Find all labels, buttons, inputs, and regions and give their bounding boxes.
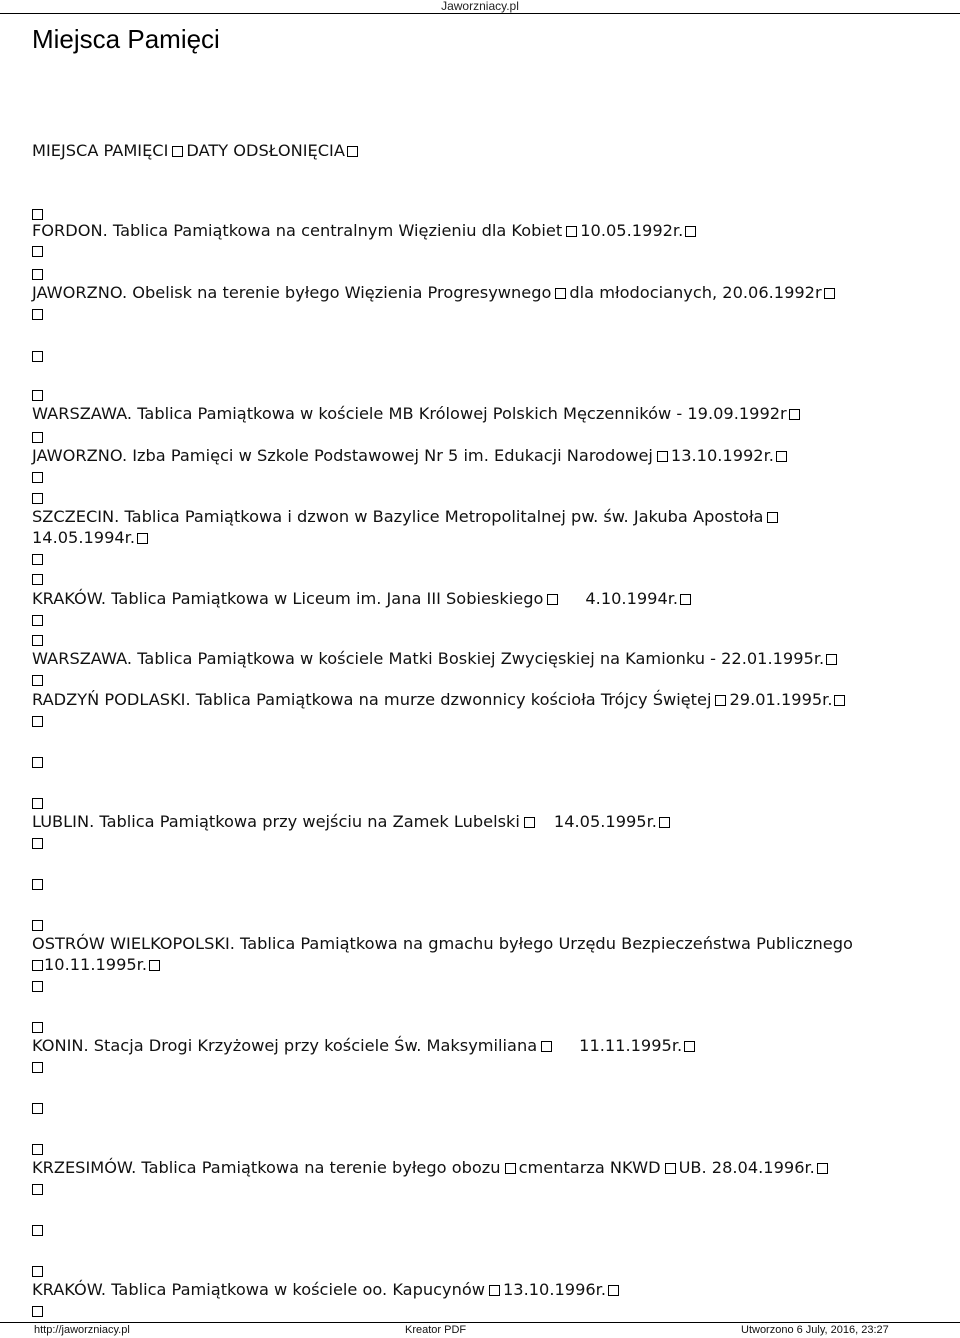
placeholder-box-icon — [32, 635, 43, 646]
entry-date: 14.05.1994r. — [32, 528, 135, 547]
header-divider — [0, 13, 960, 14]
box-row — [32, 915, 932, 935]
box-row — [32, 385, 932, 405]
placeholder-box-icon — [32, 1062, 43, 1073]
list-item — [32, 1036, 932, 1056]
placeholder-box-icon — [32, 757, 43, 768]
box-row — [32, 346, 932, 366]
placeholder-box-icon — [657, 451, 668, 462]
list-item — [32, 1280, 932, 1300]
list-item — [32, 446, 932, 466]
footer-url: http://jaworzniacy.pl — [34, 1324, 130, 1336]
placeholder-box-icon — [32, 675, 43, 686]
box-row — [32, 1139, 932, 1159]
placeholder-box-icon — [715, 695, 726, 706]
placeholder-box-icon — [32, 1103, 43, 1114]
entry-text: SZCZECIN. Tablica Pamiątkowa i dzwon w Bazylice Metropolitalnej pw. św. Jakuba Apostoła — [32, 507, 764, 526]
placeholder-box-icon — [32, 1144, 43, 1155]
list-item — [32, 934, 932, 954]
list-item-continued — [32, 528, 932, 548]
box-row — [32, 833, 932, 853]
list-item-continued — [32, 955, 932, 975]
list-heading — [32, 141, 932, 161]
box-row — [32, 1179, 932, 1199]
placeholder-box-icon — [172, 146, 183, 157]
placeholder-box-icon — [32, 1184, 43, 1195]
box-row — [32, 752, 932, 772]
entry-text: KRAKÓW. Tablica Pamiątkowa w Liceum im. Jana III Sobieskiego — [32, 589, 544, 608]
placeholder-box-icon — [32, 432, 43, 443]
entry-date: 14.05.1995r. — [553, 812, 657, 831]
box-row — [32, 1301, 932, 1321]
placeholder-box-icon — [659, 817, 670, 828]
placeholder-box-icon — [32, 615, 43, 626]
heading-right-text: DATY ODSŁONIĘCIA — [186, 141, 345, 160]
placeholder-box-icon — [684, 1041, 695, 1052]
box-row — [32, 264, 932, 284]
entry-text: RADZYŃ PODLASKI. Tablica Pamiątkowa na murze dzwonnicy kościoła Trójcy Świętej — [32, 690, 712, 709]
entry-text: WARSZAWA. Tablica Pamiątkowa w kościele MB Królowej Polskich Męczenników - 19.09.1992r — [32, 404, 787, 423]
heading-text: MIEJSCA PAMIĘCI — [32, 141, 169, 160]
list-item — [32, 690, 932, 710]
box-row — [32, 1098, 932, 1118]
placeholder-box-icon — [32, 1225, 43, 1236]
placeholder-box-icon — [541, 1041, 552, 1052]
placeholder-box-icon — [32, 920, 43, 931]
list-item — [32, 812, 932, 832]
entry-date: 10.05.1992r. — [580, 221, 684, 240]
placeholder-box-icon — [555, 288, 566, 299]
placeholder-box-icon — [32, 879, 43, 890]
entry-text: WARSZAWA. Tablica Pamiątkowa w kościele Matki Boskiej Zwycięskiej na Kamionku - 22.01.1995r. — [32, 649, 825, 668]
entry-date: 13.10.1996r. — [503, 1280, 606, 1299]
placeholder-box-icon — [489, 1285, 500, 1296]
box-row — [32, 549, 932, 569]
list-item — [32, 589, 932, 609]
footer-created: Utworzono 6 July, 2016, 23:27 — [741, 1324, 889, 1336]
page-title: Miejsca Pamięci — [32, 24, 220, 54]
placeholder-box-icon — [32, 472, 43, 483]
placeholder-box-icon — [685, 226, 696, 237]
entry-text: LUBLIN. Tablica Pamiątkowa przy wejściu na Zamek Lubelski — [32, 812, 520, 831]
box-row — [32, 1220, 932, 1240]
placeholder-box-icon — [32, 960, 43, 971]
placeholder-box-icon — [32, 838, 43, 849]
placeholder-box-icon — [824, 288, 835, 299]
placeholder-box-icon — [32, 390, 43, 401]
entry-date: UB. 28.04.1996r. — [678, 1158, 815, 1177]
placeholder-box-icon — [817, 1163, 828, 1174]
placeholder-box-icon — [826, 654, 837, 665]
entry-text-continued: dla młodocianych, 20.06.1992r — [569, 283, 822, 302]
placeholder-box-icon — [776, 451, 787, 462]
entry-text: KONIN. Stacja Drogi Krzyżowej przy kościele Św. Maksymiliana — [32, 1036, 538, 1055]
list-item — [32, 507, 932, 527]
placeholder-box-icon — [32, 309, 43, 320]
entry-text-continued: cmentarza NKWD — [518, 1158, 661, 1177]
placeholder-box-icon — [347, 146, 358, 157]
placeholder-box-icon — [32, 798, 43, 809]
box-row — [32, 610, 932, 630]
box-row — [32, 793, 932, 813]
placeholder-box-icon — [665, 1163, 676, 1174]
box-row — [32, 1017, 932, 1037]
footer-divider — [0, 1322, 960, 1323]
box-row — [32, 630, 932, 650]
box-row — [32, 711, 932, 731]
list-item — [32, 649, 932, 669]
entry-text: OSTRÓW WIELKOPOLSKI. Tablica Pamiątkowa na gmachu byłego Urzędu Bezpieczeństwa Publicznego — [32, 934, 853, 953]
placeholder-box-icon — [32, 269, 43, 280]
box-row — [32, 670, 932, 690]
entry-date: 13.10.1992r. — [670, 446, 774, 465]
entry-date: 4.10.1994r. — [585, 589, 679, 608]
box-row — [32, 304, 932, 324]
placeholder-box-icon — [32, 716, 43, 727]
placeholder-box-icon — [137, 533, 148, 544]
placeholder-box-icon — [32, 981, 43, 992]
box-row — [32, 1057, 932, 1077]
placeholder-box-icon — [32, 574, 43, 585]
list-item — [32, 404, 932, 424]
entry-text: KRAKÓW. Tablica Pamiątkowa w kościele oo. Kapucynów — [32, 1280, 485, 1299]
placeholder-box-icon — [32, 493, 43, 504]
placeholder-box-icon — [680, 594, 691, 605]
placeholder-box-icon — [149, 960, 160, 971]
entry-text: JAWORZNO. Izba Pamięci w Szkole Podstawowej Nr 5 im. Edukacji Narodowej — [32, 446, 653, 465]
placeholder-box-icon — [32, 1266, 43, 1277]
box-row — [32, 1261, 932, 1281]
box-row — [32, 569, 932, 589]
entry-date: 29.01.1995r. — [729, 690, 833, 709]
placeholder-box-icon — [789, 409, 800, 420]
placeholder-box-icon — [524, 817, 535, 828]
header-site-name: Jaworzniacy.pl — [441, 0, 519, 13]
box-row — [32, 467, 932, 487]
entry-text: JAWORZNO. Obelisk na terenie byłego Więzienia Progresywnego — [32, 283, 552, 302]
placeholder-box-icon — [32, 554, 43, 565]
placeholder-box-icon — [505, 1163, 516, 1174]
placeholder-box-icon — [32, 1022, 43, 1033]
entry-text: KRZESIMÓW. Tablica Pamiątkowa na terenie byłego obozu — [32, 1158, 501, 1177]
box-row — [32, 874, 932, 894]
placeholder-box-icon — [834, 695, 845, 706]
entry-date: 10.11.1995r. — [44, 955, 147, 974]
placeholder-box-icon — [32, 246, 43, 257]
box-row — [32, 241, 932, 261]
placeholder-box-icon — [566, 226, 577, 237]
placeholder-box-icon — [767, 512, 778, 523]
list-item — [32, 283, 932, 303]
list-item — [32, 1158, 932, 1178]
box-row — [32, 488, 932, 508]
footer-generator: Kreator PDF — [405, 1324, 467, 1336]
box-row — [32, 427, 932, 447]
placeholder-box-icon — [32, 209, 43, 220]
list-item — [32, 221, 932, 241]
entry-date: 11.11.1995r. — [579, 1036, 683, 1055]
placeholder-box-icon — [547, 594, 558, 605]
placeholder-box-icon — [32, 1306, 43, 1317]
placeholder-box-icon — [608, 1285, 619, 1296]
placeholder-box-icon — [32, 351, 43, 362]
entry-text: FORDON. Tablica Pamiątkowa na centralnym Więzieniu dla Kobiet — [32, 221, 563, 240]
box-row — [32, 976, 932, 996]
